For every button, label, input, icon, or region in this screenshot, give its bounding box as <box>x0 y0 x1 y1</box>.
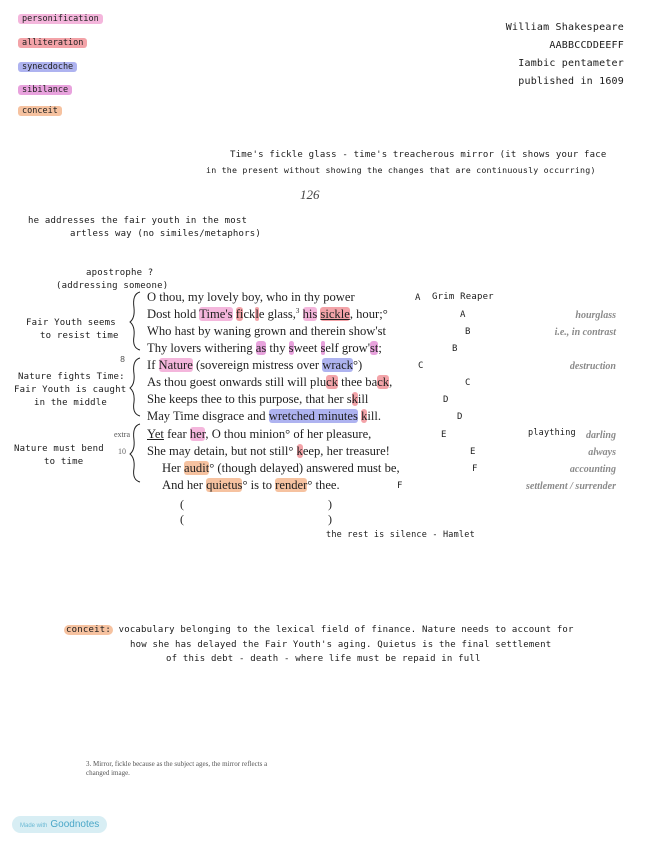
legend-conceit: conceit <box>18 106 62 116</box>
line-number-10: 10 <box>118 447 126 456</box>
plaything-note: plaything <box>528 428 576 438</box>
sonnet-line-8: May Time disgrace and wretched minutes kill. <box>147 409 382 423</box>
legend-sibilance: sibilance <box>18 85 72 95</box>
glass-note-line2: in the present without showing the changes that are continuously occurring) <box>206 165 596 175</box>
side-mark-8: 8 <box>120 355 126 364</box>
empty-paren-open-2: ( <box>180 512 184 526</box>
gloss-hourglass: hourglass <box>575 310 616 321</box>
sonnet-line-10: She may detain, but not still° keep, her treasure! <box>147 444 390 458</box>
gloss-settlement: settlement / surrender <box>525 481 616 492</box>
sonnet-line-6: As thou goest onwards still will pluck thee back, <box>147 375 393 389</box>
address-note-line1: he addresses the fair youth in the most <box>28 216 248 226</box>
legend-personification: personification <box>18 14 103 24</box>
gloss-always: always <box>588 447 616 458</box>
extra-mark: extra <box>114 430 130 439</box>
legend-synecdoche: synecdoche <box>18 62 77 72</box>
published-note: published in 1609 <box>518 76 624 87</box>
nature-bend-note-line1: Nature must bend <box>14 444 104 454</box>
rhyme-letter: F <box>472 464 478 474</box>
conceit-note-line2: how she has delayed the Fair Youth's aging. Quietus is the final settlement <box>130 640 552 650</box>
conceit-note-line3: of this debt - death - where life must be repaid in full <box>166 654 481 664</box>
rhyme-letter: C <box>418 361 424 371</box>
apostrophe-note-line2: (addressing someone) <box>56 281 169 291</box>
gloss-in-contrast: i.e., in contrast <box>554 327 616 338</box>
rhyme-letter: E <box>470 447 476 457</box>
rhyme-letter: A <box>460 310 466 320</box>
glass-note-line1: Time's fickle glass - time's treacherous mirror (it shows your face <box>230 150 607 160</box>
sonnet-line-9: Yet fear her, O thou minion° of her pleasure, <box>147 427 372 441</box>
sonnet-line-12: And her quietus° is to render° thee. <box>162 478 340 492</box>
fair-youth-note-line1: Fair Youth seems <box>26 318 116 328</box>
rhyme-letter: B <box>452 344 458 354</box>
sonnet-line-1: O thou, my lovely boy, who in thy power <box>147 290 355 304</box>
address-note-line2: artless way (no similes/metaphors) <box>70 229 262 239</box>
nature-fights-note-line1: Nature fights Time: <box>18 372 125 382</box>
fair-youth-note-line2: to resist time <box>40 331 119 341</box>
gloss-accounting: accounting <box>569 464 616 475</box>
nature-bend-note-line2: to time <box>44 457 84 467</box>
nature-fights-note-line2: Fair Youth is caught <box>14 385 127 395</box>
rhyme-letter: E <box>441 430 447 440</box>
nature-fights-note-line3: in the middle <box>34 398 108 408</box>
sonnet-number: 126 <box>300 187 320 202</box>
conceit-label: conceit: <box>66 625 111 635</box>
sonnet-line-11: Her audit° (though delayed) answered must be, <box>162 461 400 475</box>
rhyme-letter: F <box>397 481 403 491</box>
brand-name: Goodnotes <box>50 819 100 830</box>
sonnet-line-3: Who hast by waning grown and therein show'st <box>147 324 387 338</box>
gloss-darling: darling <box>585 430 616 441</box>
sonnet-line-5: If Nature (sovereign mistress over wrack°) <box>147 358 363 372</box>
legend-alliteration: alliteration <box>18 38 87 48</box>
grim-reaper-note: Grim Reaper <box>432 292 494 302</box>
meter-note: Iambic pentameter <box>518 58 624 69</box>
sonnet-line-2: Dost hold Time's fickle glass,$^3$ his sickle, hour;° <box>147 307 388 322</box>
apostrophe-note-line1: apostrophe ? <box>86 268 154 278</box>
author-note: William Shakespeare <box>505 22 624 33</box>
rhyme-letter: D <box>443 395 449 405</box>
sonnet-line-7: She keeps thee to this purpose, that her skill <box>147 392 369 406</box>
stanza-braces <box>128 288 144 498</box>
rhyme-letter: B <box>465 327 471 337</box>
empty-paren-close-1: ) <box>328 497 332 511</box>
goodnotes-badge[interactable] <box>12 816 107 833</box>
gloss-destruction: destruction <box>569 361 616 372</box>
rhyme-letter: D <box>457 412 463 422</box>
rhyme-letter: C <box>465 378 471 388</box>
rhyme-scheme-note: AABBCCDDEEFF <box>549 40 624 51</box>
hamlet-note: the rest is silence - Hamlet <box>326 530 475 540</box>
rhyme-letter: A <box>415 293 421 303</box>
empty-paren-open-1: ( <box>180 497 184 511</box>
empty-paren-close-2: ) <box>328 512 332 526</box>
footnote: 3. Mirror, fickle because as the subject ages, the mirror reflects a changed image. <box>86 760 268 777</box>
made-with-label: Made with <box>20 823 48 829</box>
sonnet-line-4: Thy lovers withering as thy sweet self grow'st; <box>147 341 382 355</box>
conceit-note-line1: conceit: vocabulary belonging to the lexical field of finance. Nature needs to account for <box>66 625 574 635</box>
